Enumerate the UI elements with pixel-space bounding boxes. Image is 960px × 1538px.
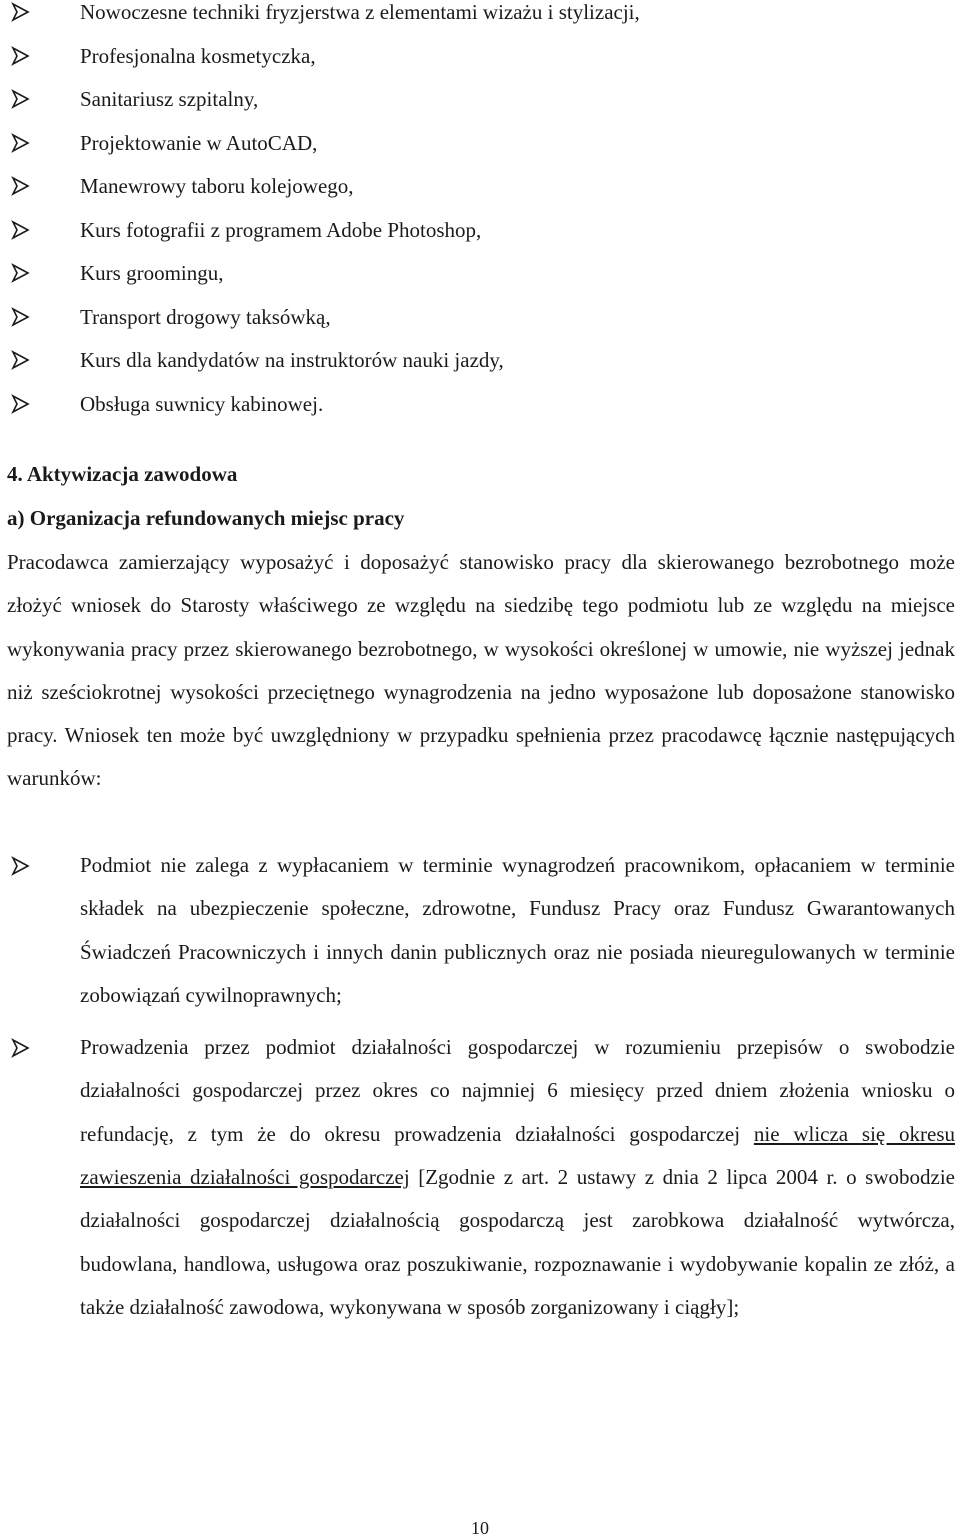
list-item-text: Sanitariusz szpitalny, (80, 87, 259, 111)
arrow-bullet-icon (10, 220, 32, 240)
arrow-bullet-icon (10, 133, 32, 153)
arrow-bullet-icon (10, 89, 32, 109)
page-number: 10 (471, 1518, 489, 1538)
conditions-list (0, 853, 960, 1338)
course-list (0, 0, 960, 435)
list-item (0, 174, 960, 218)
arrow-bullet-icon (10, 394, 32, 414)
arrow-bullet-icon (10, 307, 32, 327)
list-item (0, 44, 960, 88)
list-item (0, 0, 960, 44)
arrow-bullet-icon (10, 2, 32, 22)
sub-heading: a) Organizacja refundowanych miejsc pracy (7, 506, 405, 530)
arrow-bullet-icon (10, 176, 32, 196)
condition-text: Podmiot nie zalega z wypłacaniem w terminie wynagrodzeń pracownikom, opłacaniem w terminie składek na ubezpieczenie społeczne, zdrowotne, Fundusz Pracy oraz Fundusz Gwarantowanych Świadczeń Pracowniczych i innych danin publicznych oraz nie posiada nieuregulowanych w terminie zobowiązań cywilnoprawnych; (80, 853, 955, 1007)
condition-underlined-text: nie wlicza się okresu zawieszenia działalności gospodarczej (80, 1121, 955, 1190)
condition-item (0, 1026, 960, 1329)
list-item (0, 392, 960, 436)
arrow-bullet-icon (10, 46, 32, 66)
condition-item (0, 844, 960, 1017)
condition-text-part: Prowadzenia przez podmiot działalności gospodarczej w rozumieniu przepisów o swobodzie działalności gospodarczej przez okres co najmniej 6 miesięcy przed dniem złożenia wniosku o refundację, z tym że do okresu prowadzenia działalności gospodarczej (80, 1035, 955, 1146)
list-item-text: Kurs groomingu, (80, 261, 224, 285)
arrow-bullet-icon (10, 350, 32, 370)
body-paragraph: Pracodawca zamierzający wyposażyć i doposażyć stanowisko pracy dla skierowanego bezrobotnego może złożyć wniosek do Starosty właściwego ze względu na siedzibę tego podmiotu lub ze względu na miejsce wykonywania pracy przez skierowanego bezrobotnego, w wysokości określonej w umowie, nie wyższej jednak niż sześciokrotnej wysokości przeciętnego wynagrodzenia na jedno wyposażone lub doposażone stanowisko pracy. Wniosek ten może być uwzględniony w przypadku spełnienia przez pracodawcę łącznie następujących warunków: (7, 550, 955, 791)
arrow-bullet-icon (10, 856, 32, 876)
list-item (0, 87, 960, 131)
list-item-text: Transport drogowy taksówką, (80, 304, 331, 329)
section-heading: 4. Aktywizacja zawodowa (7, 462, 238, 486)
list-item (0, 131, 960, 175)
list-item-text: Nowoczesne techniki fryzjerstwa z elementami wizażu i stylizacji, (80, 0, 640, 24)
list-item-text: Obsługa suwnicy kabinowej. (80, 391, 324, 416)
list-item (0, 348, 960, 392)
list-item-text: Manewrowy taboru kolejowego, (80, 174, 354, 198)
list-item-text: Kurs dla kandydatów na instruktorów nauki jazdy, (80, 348, 504, 372)
list-item-text: Projektowanie w AutoCAD, (80, 130, 318, 155)
arrow-bullet-icon (10, 1038, 32, 1058)
arrow-bullet-icon (10, 263, 32, 283)
list-item-text: Profesjonalna kosmetyczka, (80, 43, 316, 68)
condition-text-part: [Zgodnie z art. 2 ustawy z dnia 2 lipca 2004 r. o swobodzie działalności gospodarczej działalnością gospodarczą jest zarobkowa działalność wytwórcza, budowlana, handlowa, usługowa oraz poszukiwanie, rozpoznawanie i wydobywanie kopalin ze złóż, a także działalność zawodowa, wykonywana w sposób zorganizowany i ciągły]; (80, 1165, 955, 1319)
list-item-text: Kurs fotografii z programem Adobe Photoshop, (80, 217, 482, 242)
list-item (0, 261, 960, 305)
list-item (0, 218, 960, 262)
list-item (0, 305, 960, 349)
